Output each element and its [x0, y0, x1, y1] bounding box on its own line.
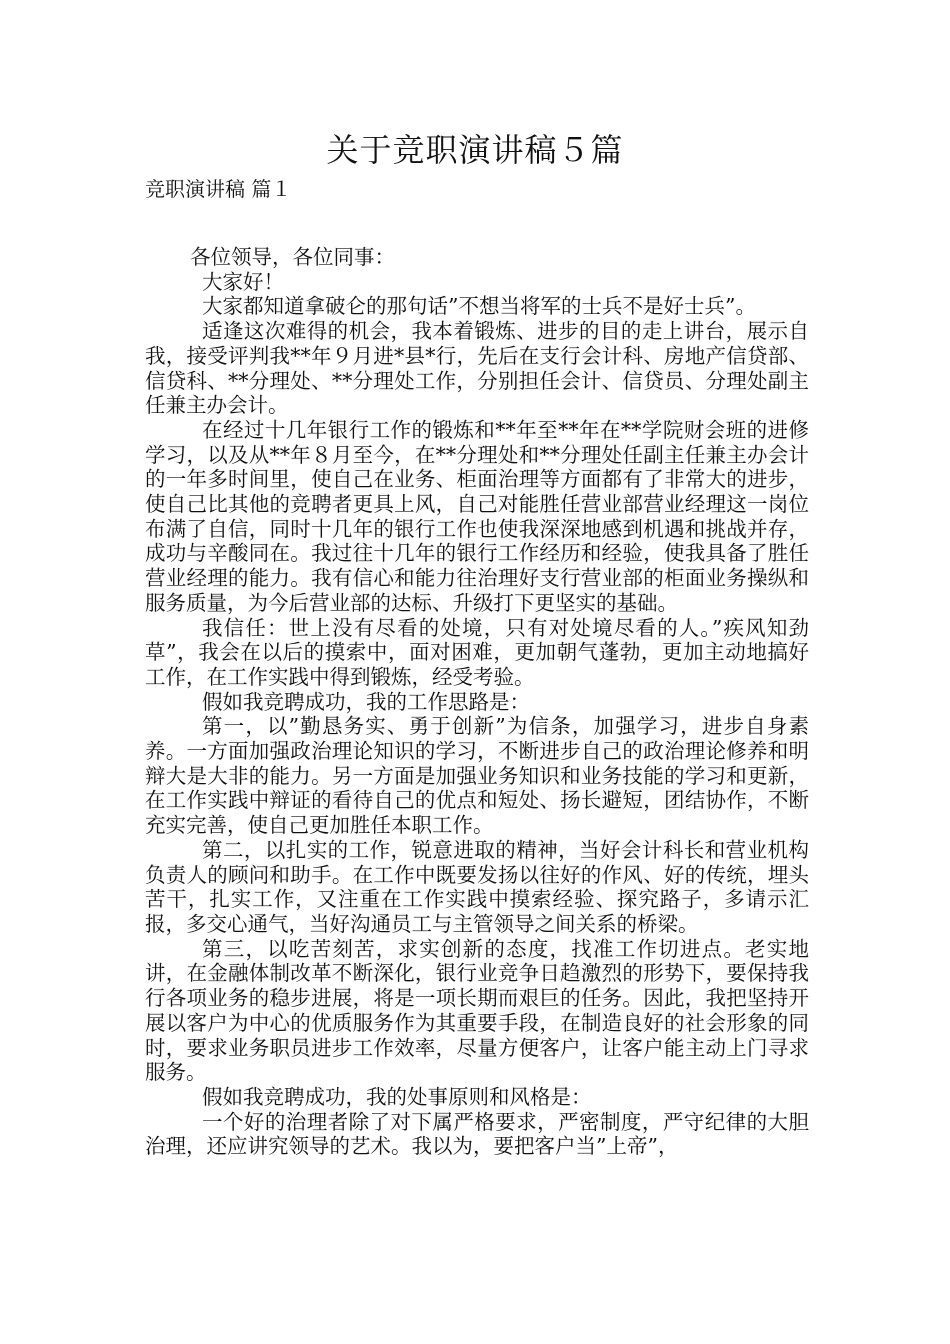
body-paragraph: 假如我竞聘成功，我的处事原则和风格是：	[202, 1084, 592, 1109]
greeting-paragraph: 大家好！	[202, 269, 284, 294]
document-subtitle: 竞职演讲稿 篇１	[145, 177, 292, 201]
body-paragraph: 第一，以”勤恳务实、勇于创新”为信条，加强学习，进步自身素养。一方面加强政治理论知识的学习，不断进步自己的政治理论修养和明辩大是大非的能力。另一方面是加强业务知识和业务技能的学习和更新，在工作实践中辩证的看待自己的优点和短处、扬长避短，团结协作，不断充实完善，使自己更加胜任本职工作。	[145, 714, 809, 838]
body-paragraph: 假如我竞聘成功，我的工作思路是：	[202, 689, 530, 714]
document-title: 关于竞职演讲稿５篇	[326, 131, 624, 169]
body-paragraph: 一个好的治理者除了对下属严格要求，严密制度，严守纪律的大胆治理，还应讲究领导的艺术。我以为，要把客户当”上帝”，	[145, 1109, 809, 1159]
document-body	[145, 245, 809, 1159]
body-paragraph: 在经过十几年银行工作的锻炼和**年至**年在**学院财会班的进修学习，以及从**年８月至今，在**分理处和**分理处任副主任兼主办会计的一年多时间里，使自己在业务、柜面治理等方面都有了非常大的进步，使自己比其他的竞聘者更具上风，自己对能胜任营业部营业经理这一岗位布满了自信，同时十几年的银行工作也使我深深地感到机遇和挑战并存，成功与辛酸同在。我过往十几年的银行工作经历和经验，使我具备了胜任营业经理的能力。我有信心和能力往治理好支行营业部的柜面业务操纵和服务质量，为今后营业部的达标、升级打下更坚实的基础。	[145, 417, 809, 615]
body-paragraph: 第三，以吃苦刻苦，求实创新的态度，找准工作切进点。老实地讲，在金融体制改革不断深化，银行业竞争日趋激烈的形势下，要保持我行各项业务的稳步进展，将是一项长期而艰巨的任务。因此，我把坚持开展以客户为中心的优质服务作为其重要手段，在制造良好的社会形象的同时，要求业务职员进步工作效率，尽量方便客户，让客户能主动上门寻求服务。	[145, 936, 809, 1085]
body-paragraph: 我信任：世上没有尽看的处境，只有对处境尽看的人。”疾风知劲草”，我会在以后的摸索中，面对困难，更加朝气蓬勃，更加主动地搞好工作，在工作实践中得到锻炼，经受考验。	[145, 615, 809, 689]
body-paragraph: 适逢这次难得的机会，我本着锻炼、进步的目的走上讲台，展示自我，接受评判我**年９月进*县*行，先后在支行会计科、房地产信贷部、信贷科、**分理处、**分理处工作，分别担任会计、信贷员、分理处副主任兼主办会计。	[145, 319, 809, 418]
salutation-paragraph: 各位领导，各位同事：	[190, 245, 395, 269]
body-paragraph: 第二，以扎实的工作，锐意进取的精神，当好会计科长和营业机构负责人的顾问和助手。在工作中既要发扬以往好的作风、好的传统，埋头苦干，扎实工作，又注重在工作实践中摸索经验、探究路子，多请示汇报，多交心通气，当好沟通员工与主管领导之间关系的桥梁。	[145, 837, 809, 936]
body-paragraph: 大家都知道拿破仑的那句话”不想当将军的士兵不是好士兵”。	[202, 294, 756, 319]
